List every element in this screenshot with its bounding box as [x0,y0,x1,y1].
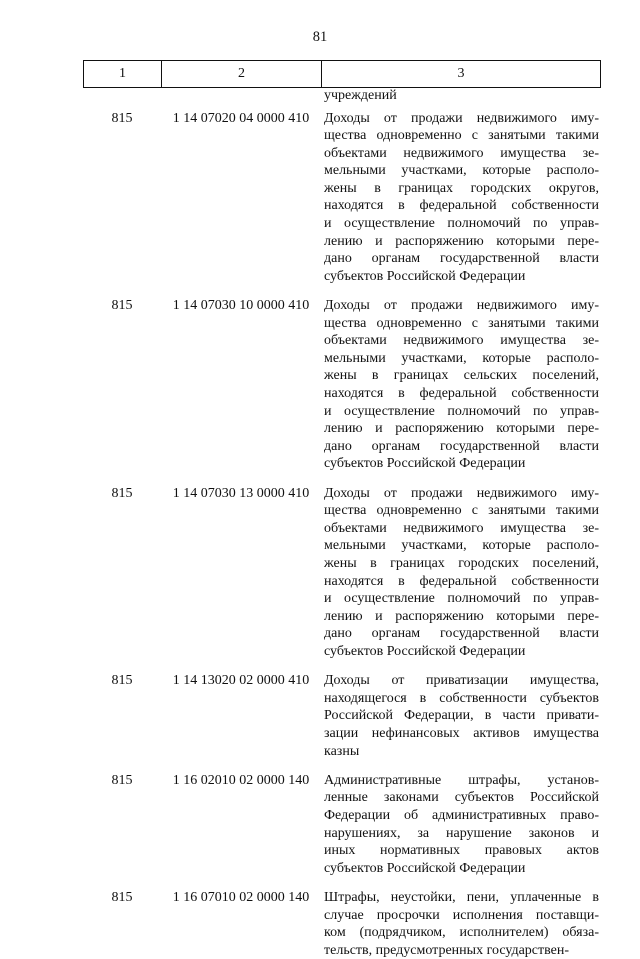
description-line: иных нормативных правовых актов [324,843,599,859]
description-line: мельными участками, которые располо- [324,538,599,554]
description-line: Доходы от продажи недвижимого иму- [324,485,599,501]
page-number: 81 [312,29,328,45]
description-line: субъектов Российской Федерации [324,860,526,876]
description-line: Административные штрафы, установ- [324,772,599,788]
description-line: дано органам государственной власти [324,438,599,454]
description-line: и осуществление полномочий по управ- [324,216,599,232]
description-cell [324,889,599,959]
description-line: находящегося в собственности субъектов [324,690,599,706]
description-line: тельств, предусмотренных государствен- [324,942,570,958]
description-line: Доходы от продажи недвижимого иму- [324,110,599,126]
header-col-2: 2 [162,61,322,87]
description-line: ленные законами субъектов Российской [324,790,599,806]
description-line: казны [324,743,360,759]
admin-code-cell: 815 [111,772,133,788]
description-line: Доходы от продажи недвижимого иму- [324,298,599,314]
description-line: мельными участками, которые располо- [324,350,599,366]
description-line: нарушениях, за нарушение законов и [324,825,599,841]
description-line: жены в границах городских округов, [324,180,599,196]
description-line: находятся в федеральной собственности [324,573,599,589]
description-line: Штрафы, неустойки, пени, уплаченные в [324,890,599,906]
description-line: находятся в федеральной собственности [324,198,599,214]
description-cell [324,297,599,473]
admin-code-cell: 815 [111,298,133,314]
description-line: Российской Федерации, в части привати- [324,708,599,724]
description-line: лению и распоряжению которыми пере- [324,608,599,624]
description-line: и осуществление полномочий по управ- [324,591,599,607]
budget-code-cell: 1 14 07020 04 0000 410 [172,110,310,126]
description-line: зации нефинансовых активов имущества [324,726,599,742]
description-line: лению и распоряжению которыми пере- [324,421,599,437]
budget-code-cell: 1 14 13020 02 0000 410 [172,673,310,689]
budget-code-cell: 1 16 07010 02 0000 140 [172,890,310,906]
admin-code-cell: 815 [111,890,133,906]
description-line: жены в границах городских поселений, [324,556,599,572]
description-line: мельными участками, которые располо- [324,163,599,179]
admin-code-cell: 815 [111,110,133,126]
description-line: жены в границах сельских поселений, [324,368,599,384]
table-header [83,60,601,88]
admin-code-cell: 815 [111,485,133,501]
description-line: объектами недвижимого имущества зе- [324,145,599,161]
description-line: Федерации об административных право- [324,808,599,824]
description-line: субъектов Российской Федерации [324,268,526,284]
description-line: и осуществление полномочий по управ- [324,403,599,419]
admin-code-cell: 815 [111,673,133,689]
description-line: дано органам государственной власти [324,626,599,642]
description-line: случае просрочки исполнения поставщи- [324,907,599,923]
description-cell [324,672,599,760]
description-line: щества одновременно с занятыми такими [324,503,599,519]
description-line: объектами недвижимого имущества зе- [324,333,599,349]
description-line: щества одновременно с занятыми такими [324,315,599,331]
description-cell [324,485,599,661]
description-line: Доходы от приватизации имущества, [324,673,599,689]
budget-code-cell: 1 16 02010 02 0000 140 [172,772,310,788]
description-line: ком (подрядчиком, исполнителем) обяза- [324,925,599,941]
description-line: щества одновременно с занятыми такими [324,128,599,144]
budget-code-cell: 1 14 07030 10 0000 410 [172,298,310,314]
continuation-text: учреждений [324,88,397,103]
description-line: лению и распоряжению которыми пере- [324,233,599,249]
description-line: объектами недвижимого имущества зе- [324,520,599,536]
description-cell [324,772,599,878]
description-line: субъектов Российской Федерации [324,644,526,660]
budget-code-cell: 1 14 07030 13 0000 410 [172,485,310,501]
description-cell [324,110,599,286]
description-line: находятся в федеральной собственности [324,386,599,402]
header-col-1: 1 [84,61,162,87]
description-line: дано органам государственной власти [324,251,599,267]
description-line: субъектов Российской Федерации [324,456,526,472]
header-col-3: 3 [457,66,465,81]
